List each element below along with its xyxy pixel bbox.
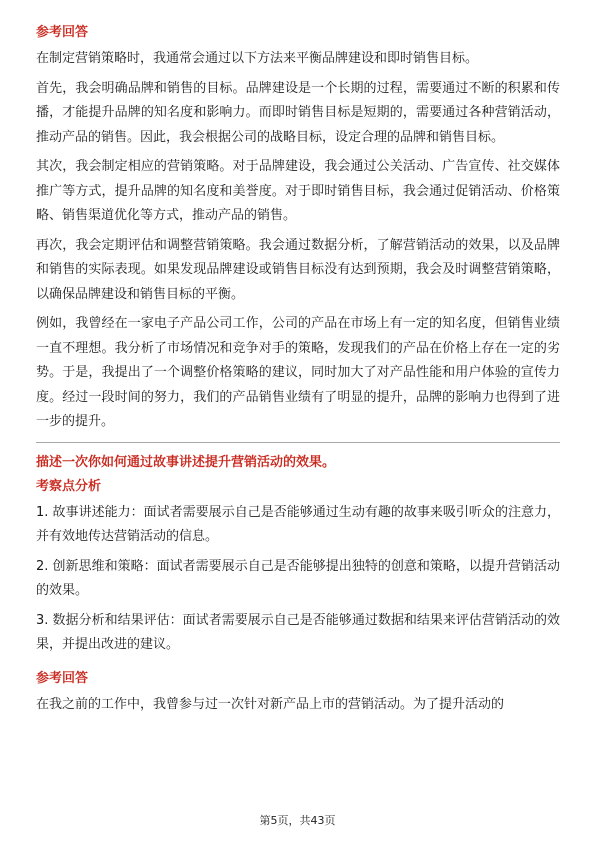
analysis-item: 2. 创新思维和策略：面试者需要展示自己是否能够提出独特的创意和策略，以提升营销活动的效果。 (36, 558, 560, 598)
page-content (36, 24, 560, 722)
reference-answer-heading: 参考回答 (36, 670, 89, 686)
answer-paragraph: 其次，我会制定相应的营销策略。对于品牌建设，我会通过公关活动、广告宣传、社交媒体推广等方式，提升品牌的知名度和美誉度。对于即时销售目标，我会通过促销活动、价格策略、销售渠道优化等方式，推动产品的销售。 (36, 159, 560, 223)
analysis-item: 3. 数据分析和结果评估：面试者需要展示自己是否能够通过数据和结果来评估营销活动的效果，并提出改进的建议。 (36, 612, 560, 652)
section-divider (36, 442, 560, 443)
question-title: 描述一次你如何通过故事讲述提升营销活动的效果。 (36, 454, 336, 470)
answer-paragraph: 再次，我会定期评估和调整营销策略。我会通过数据分析，了解营销活动的效果，以及品牌和销售的实际表现。如果发现品牌建设或销售目标没有达到预期，我会及时调整营销策略，以确保品牌建设和销售目标的平衡。 (36, 237, 560, 302)
page-number: 第5页，共43页 (259, 814, 336, 827)
answer-paragraph: 在我之前的工作中，我曾参与过一次针对新产品上市的营销活动。为了提升活动的 (36, 696, 505, 712)
reference-answer-heading: 参考回答 (36, 25, 89, 40)
answer-paragraph: 在制定营销策略时，我通常会通过以下方法来平衡品牌建设和即时销售目标。 (36, 51, 479, 66)
answer-paragraph: 例如，我曾经在一家电子产品公司工作，公司的产品在市场上有一定的知名度，但销售业绩一直不理想。我分析了市场情况和竞争对手的策略，发现我们的产品在价格上存在一定的劣势。于是，我提出了一个调整价格策略的建议，同时加大了对产品性能和用户体验的宣传力度。经过一段时间的努力，我们的产品销售业绩有了明显的提升，品牌的影响力也得到了进一步的提升。 (36, 316, 560, 429)
analysis-item: 1. 故事讲述能力：面试者需要展示自己是否能够通过生动有趣的故事来吸引听众的注意力，并有效地传达营销活动的信息。 (36, 504, 560, 544)
answer-paragraph: 首先，我会明确品牌和销售的目标。品牌建设是一个长期的过程，需要通过不断的积累和传播，才能提升品牌的知名度和影响力。而即时销售目标是短期的，需要通过各种营销活动，推动产品的销售。因此，我会根据公司的战略目标，设定合理的品牌和销售目标。 (36, 80, 560, 145)
analysis-heading: 考察点分析 (36, 478, 102, 494)
